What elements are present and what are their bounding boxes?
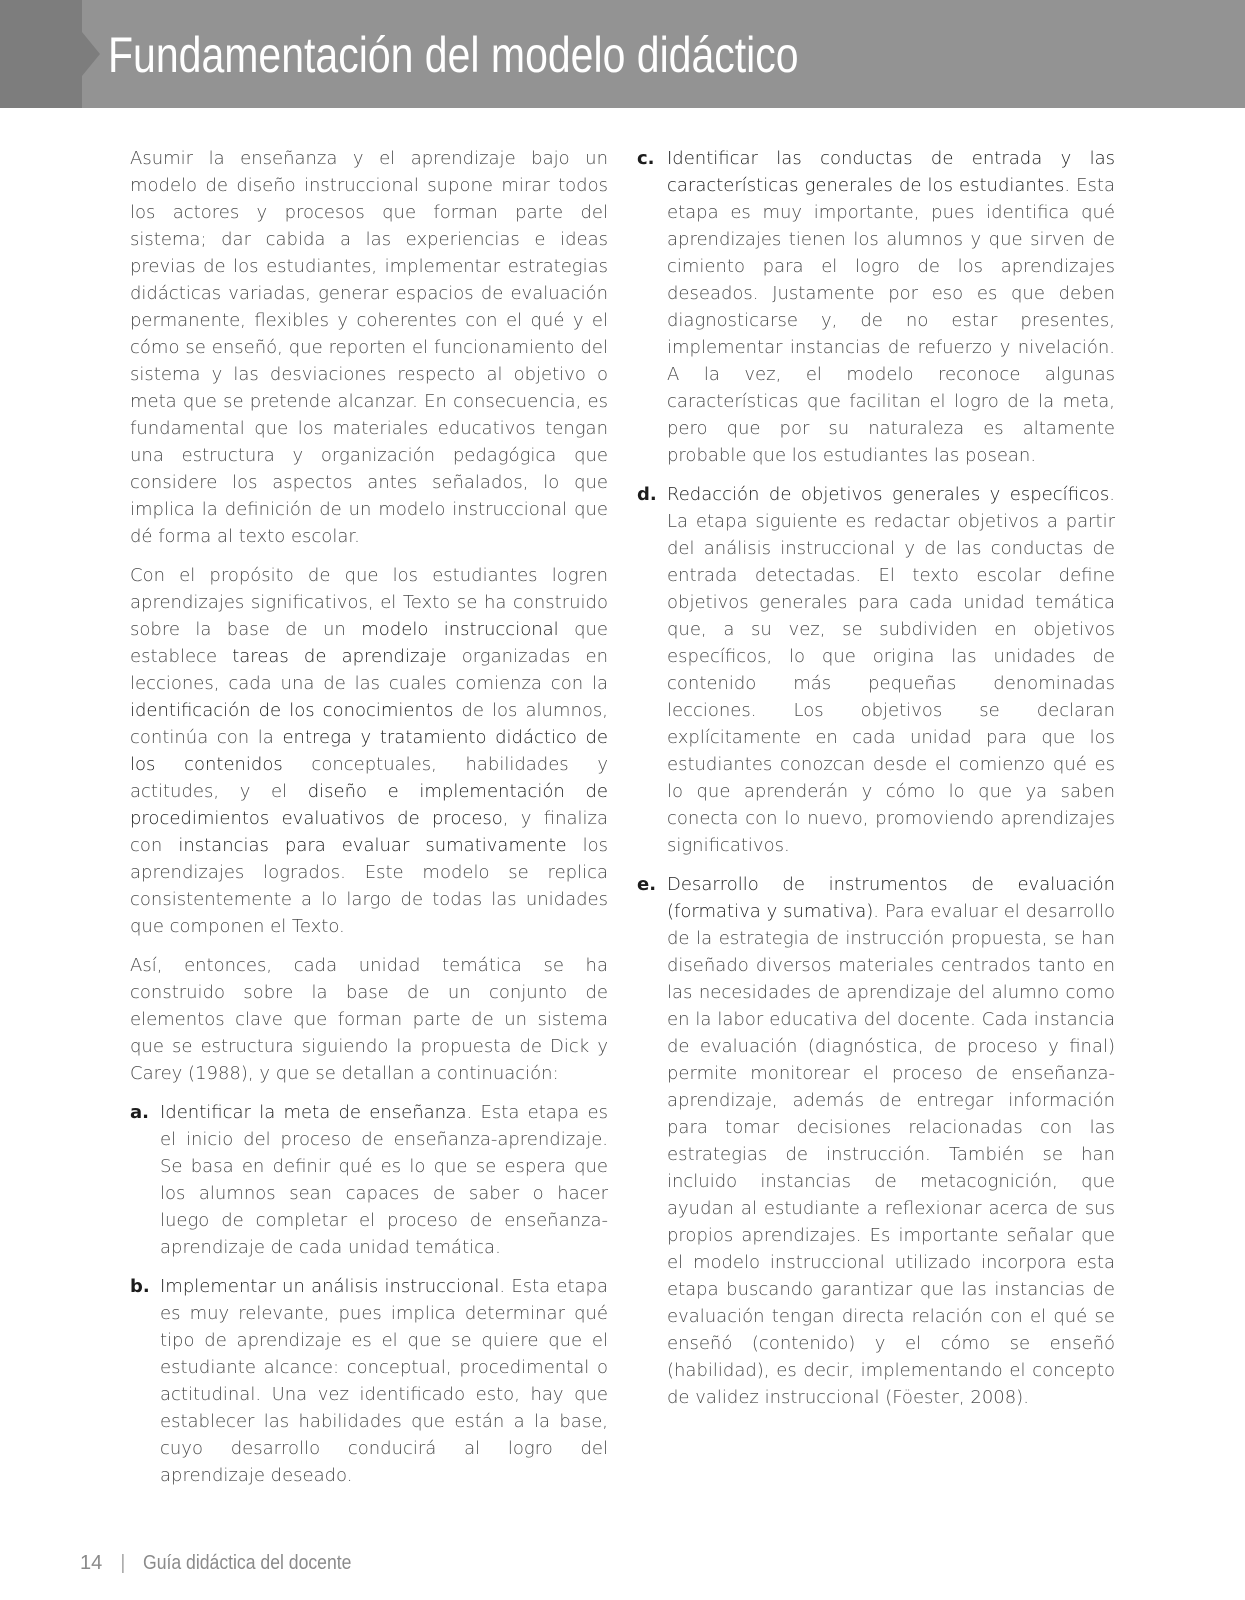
- guide-title: Guía didáctica del docente: [143, 1552, 352, 1574]
- list-item-text: . La etapa siguiente es redactar objetivos a partir del análisis instruccional y de las conductas de entrada detectadas. El texto escolar define objetivos generales para cada unidad temática que, a su vez, se subdividen en objetivos específicos, lo que origina las unidades de contenido más pequeñas denominadas lecciones. Los objetivos se declaran explícitamente en cada unidad para que los estudiantes conozcan desde el comienzo qué es lo que aprenderán y cómo lo que ya saben conecta con lo nuevo, promoviendo aprendizajes significativos.: [667, 484, 1115, 856]
- list-item-text: . Esta etapa es muy importante, pues identifica qué aprendizajes tienen los alumnos y que sirven de cimiento para el logro de los aprendizajes deseados. Justamente por eso es que deben diagnosticarse y, de no estar presentes, implementar instancias de refuerzo y nivelación. A la vez, el modelo reconoce algunas características que facilitan el logro de la meta, pero que por su naturaleza es altamente probable que los estudiantes las posean.: [667, 175, 1115, 466]
- page-number: 14: [80, 1552, 103, 1574]
- list-item-title: Identificar la meta de enseñanza: [160, 1102, 467, 1123]
- emphasis-span: instancias para evaluar sumativamente: [178, 835, 567, 856]
- list-item-title: Identificar las conductas de entrada y las características generales de los estudiantes: [667, 148, 1115, 196]
- list-item-title: Implementar un análisis instruccional: [160, 1276, 500, 1297]
- emphasis-span: modelo instruccional: [361, 619, 559, 640]
- emphasis-span: identificación de los conocimientos: [130, 700, 454, 721]
- header-tab: [0, 0, 82, 108]
- dick-carey-paragraph: Así, entonces, cada unidad temática se ha construido sobre la base de un conjunto de elementos clave que forman parte de un sistema que se estructura siguiendo la propuesta de Dick y Carey (1988), y que se detallan a continuación:: [130, 955, 608, 1084]
- emphasis-span: diseño e implementación de procedimientos evaluativos de proceso: [130, 781, 608, 829]
- list-item-a: [130, 1099, 608, 1261]
- text-span: conceptuales, habilidades y actitudes, y el: [130, 754, 609, 802]
- list-letter: e.: [637, 874, 657, 895]
- list-item-text: . Esta etapa es muy relevante, pues implica determinar qué tipo de aprendizaje es el que se quiere que el estudiante alcance: conceptual, procedimental o actitudinal. Una vez identificado esto, hay que establecer las habilidades que están a la base, cuyo desarrollo conducirá al logro del aprendizaje deseado.: [160, 1276, 608, 1486]
- footer-separator: |: [120, 1552, 126, 1574]
- emphasis-span: entrega y tratamiento didáctico de los contenidos: [130, 727, 608, 775]
- text-span: organizadas en lecciones, cada una de las cuales comienza con la: [130, 646, 609, 694]
- text-span: , y finaliza con: [130, 808, 608, 856]
- page-footer: [80, 1552, 380, 1575]
- model-paragraph: [130, 562, 608, 940]
- list-item-text: . Para evaluar el desarrollo de la estrategia de instrucción propuesta, se han diseñado diversos materiales centrados tanto en las necesidades de aprendizaje del alumno como en la labor educativa del docente. Cada instancia de evaluación (diagnóstica, de proceso y final) permite monitorear el proceso de enseñanza-aprendizaje, además de entregar información para tomar decisiones relacionadas con las estrategias de instrucción. También se han incluido instancias de metacognición, que ayudan al estudiante a reflexionar acerca de sus propios aprendizajes. Es importante señalar que el modelo instruccional utilizado incorpora esta etapa buscando garantizar que las instancias de evaluación tengan directa relación con el qué se enseñó (contenido) y el cómo se enseñó (habilidad), es decir, implementando el concepto de validez instruccional (Föester, 2008).: [667, 901, 1115, 1408]
- list-item-title: Desarrollo de instrumentos de evaluación (formativa y sumativa): [667, 874, 1115, 922]
- text-span: los aprendizajes logrados. Este modelo se replica consistentemente a lo largo de todas las unidades que componen el Texto.: [130, 835, 608, 937]
- list-item-e: [637, 871, 1115, 1411]
- text-span: de los alumnos, continúa con la: [130, 700, 608, 748]
- text-span: Con el propósito de que los estudiantes logren aprendizajes significativos, el Texto se ha construido sobre la base de un: [130, 565, 608, 640]
- intro-paragraph: Asumir la enseñanza y el aprendizaje bajo un modelo de diseño instruccional supone mirar todos los actores y procesos que forman parte del sistema; dar cabida a las experiencias e ideas previas de los estudiantes, implementar estrategias didácticas variadas, generar espacios de evaluación permanente, flexibles y coherentes con el qué y el cómo se enseñó, que reporten el funcionamiento del sistema y las desviaciones respecto al objetivo o meta que se pretende alcanzar. En consecuencia, es fundamental que los materiales educativos tengan una estructura y organización pedagógica que considere los aspectos antes señalados, lo que implica la definición de un modelo instruccional que dé forma al texto escolar.: [130, 148, 608, 547]
- header-notch: [82, 32, 100, 76]
- text-span: que establece: [130, 619, 608, 667]
- list-item-b: [130, 1273, 608, 1489]
- list-letter: b.: [130, 1276, 150, 1297]
- emphasis-span: tareas de aprendizaje: [232, 646, 447, 667]
- list-item-text: . Esta etapa es el inicio del proceso de enseñanza-aprendizaje. Se basa en definir qué es lo que se espera que los alumnos sean capaces de saber o hacer luego de completar el proceso de enseñanza-aprendizaje de cada unidad temática.: [160, 1102, 608, 1258]
- list-item-title: Redacción de objetivos generales y específicos: [667, 484, 1110, 505]
- page-title: Fundamentación del modelo didáctico: [108, 27, 799, 83]
- list-item-c: [637, 145, 1115, 469]
- left-column: [130, 145, 608, 1501]
- right-column: [637, 145, 1115, 1423]
- list-letter: d.: [637, 484, 657, 505]
- list-letter: c.: [637, 148, 655, 169]
- list-item-d: [637, 481, 1115, 859]
- list-letter: a.: [130, 1102, 149, 1123]
